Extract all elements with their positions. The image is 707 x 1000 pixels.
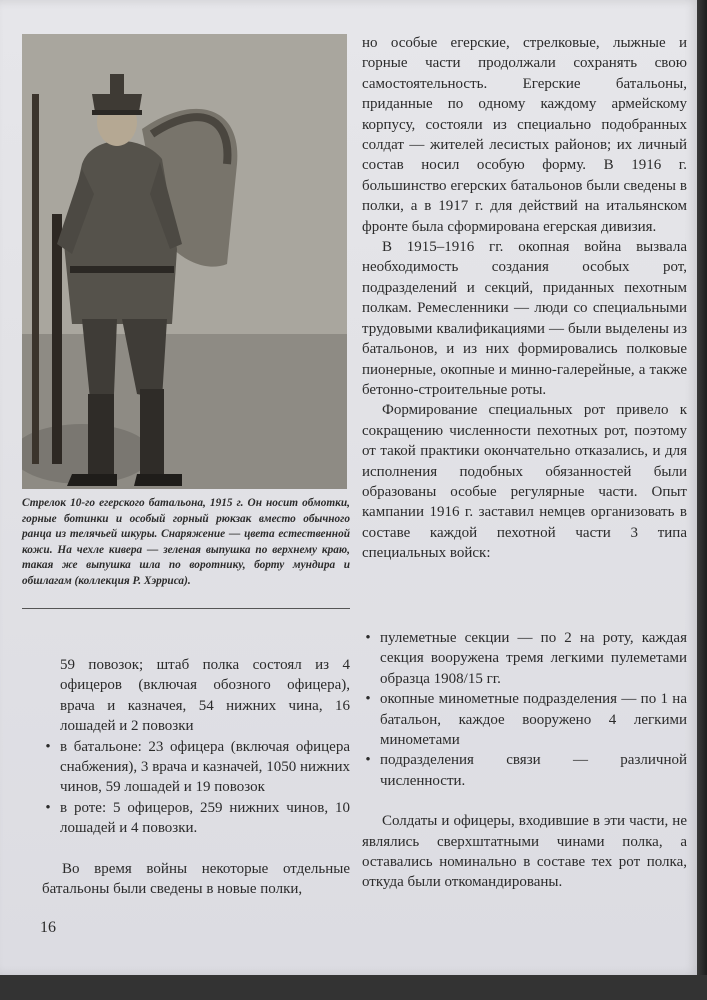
photo-caption: Стрелок 10-го егерского батальона, 1915 г. Он носит обмотки, горные ботинки и особый горный рюкзак вместо обычного ранца из телячьей шкуры. Снаряжение — цвета естественной кожи. На чехле кивера — зеленая выпушка по верхнему краю, такая же выпушка шла по воротнику, борту мундира и обшлагам (коллекция Р. Хэрриса). (22, 497, 350, 587)
paragraph: Солдаты и офицеры, входившие в эти части, не являлись сверхштатными чинами полка, а оставались номинально в составе тех рот полка, откуда были откомандированы. (362, 813, 687, 891)
page-number: 16 (40, 919, 56, 936)
bullet-list (362, 628, 687, 791)
soldier-photograph (22, 34, 347, 489)
right-column-top (362, 33, 687, 564)
list-item: • окопные минометные подразделения — по 1 на батальон, каждое вооружено 4 легкими минометами (362, 689, 687, 750)
bullet-icon: • (45, 799, 51, 816)
bullet-icon: • (365, 630, 371, 646)
page-edge (0, 975, 707, 1000)
left-column-bottom (42, 655, 350, 899)
paragraph: 59 повозок; штаб полка состоял из 4 офицеров (включая обозного офицера), врача и казначея, 54 нижних чина, 16 лошадей и 2 повозки (60, 657, 350, 735)
list-item: • в батальоне: 23 офицера (включая офицера снабжения), 3 врача и казначей, 1050 нижних чинов, 59 лошадей и 19 повозок (42, 737, 350, 798)
right-column-bottom (362, 628, 687, 893)
paragraph: но особые егерские, стрелковые, лыжные и горные части продолжали сохранять свою самостоятельность. Егерские батальоны, приданные по одному каждому армейскому корпусу, состояли из специально подобранных солдат — жителей лесистых районов; их личный состав носил особую форму. В 1916 г. большинство егерских батальонов были сведены в полки, а в 1917 г. для действий на итальянском фронте была сформирована егерская дивизия. (362, 35, 687, 235)
paragraph: В 1915–1916 гг. окопная война вызвала необходимость создания особых рот, подразделений и секций, приданных пехотным полкам. Ремесленники — люди со специальными трудовыми квалификациями — были выделены из батальонов, и из них формировались полковые пионерные, окопные и минно-галерейные, а также бетонно-строительные роты. (362, 239, 687, 398)
list-item: • в роте: 5 офицеров, 259 нижних чинов, 10 лошадей и 4 повозки. (42, 798, 350, 839)
bullet-icon: • (365, 691, 371, 708)
bullet-list (42, 737, 350, 839)
paragraph: Во время войны некоторые отдельные батальоны были сведены в новые полки, (42, 860, 350, 898)
caption-divider (22, 608, 350, 609)
list-item: • подразделения связи — различной численности. (362, 750, 687, 791)
paragraph: Формирование специальных рот привело к сокращению численности пехотных рот, поэтому от такой практики окончательно отказались, и для исполнения подобных обязанностей были образованы особые регулярные части. Опыт кампании 1916 г. заставил немцев организовать в составе каждой пехотной части 3 типа специальных войск: (362, 402, 687, 562)
list-item: • пулеметные секции — по 2 на роту, каждая секция вооружена тремя легкими пулеметами образца 1908/15 гг. (362, 628, 687, 689)
bullet-icon: • (45, 738, 51, 755)
bullet-icon: • (365, 752, 371, 769)
soldier-figure (22, 34, 347, 489)
book-spine (697, 0, 707, 1000)
